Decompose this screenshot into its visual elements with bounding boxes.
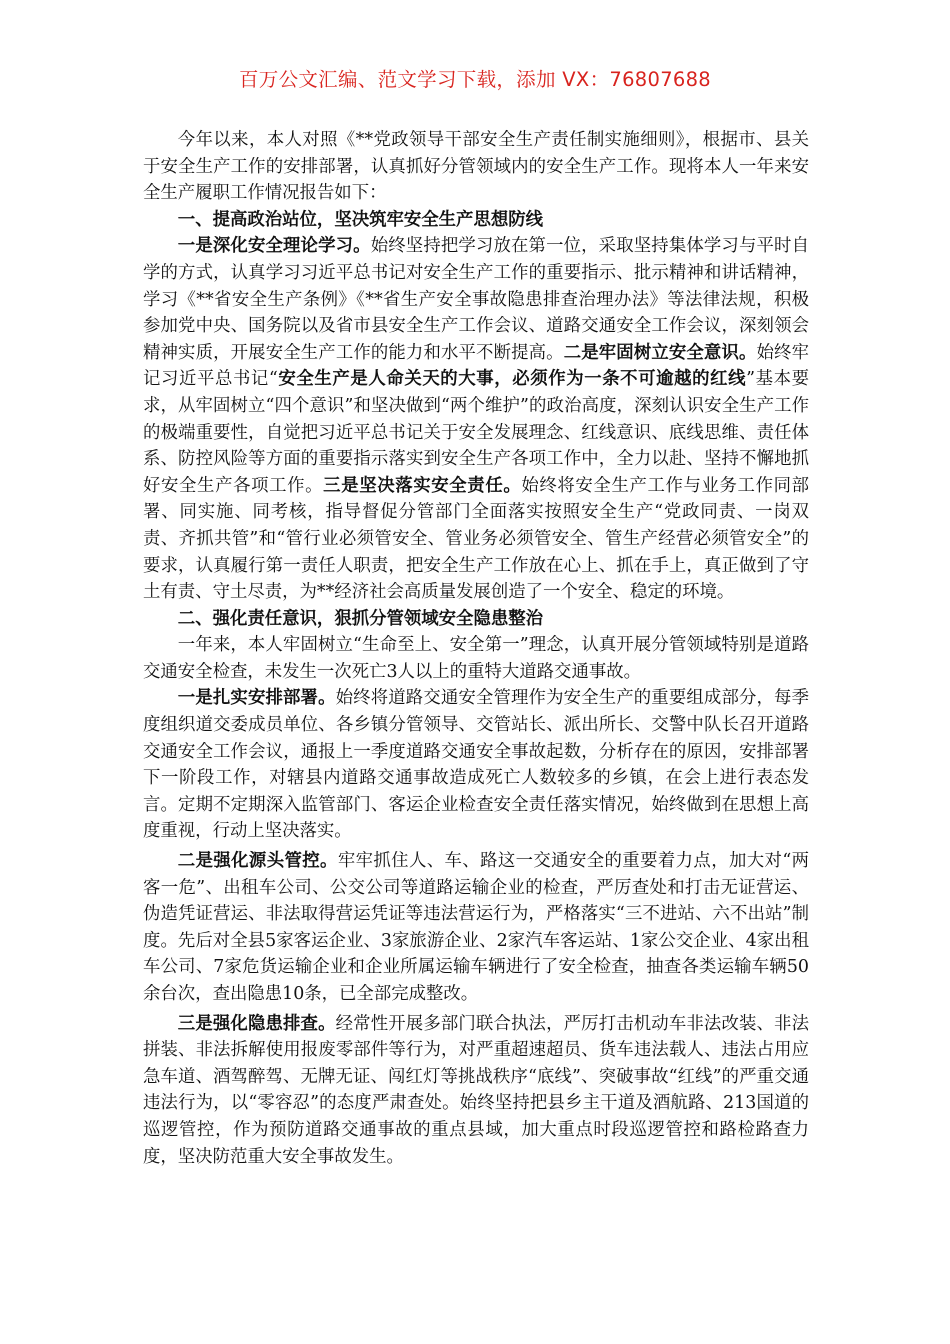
section-2-point-1	[143, 685, 809, 845]
point-text: 始终坚持把学习放在第一位，采取坚持集体学习与平时自学的方式，认真学习习近平总书记对安全生产工作的重要指示、批示精神和讲话精神，学习《**省安全生产条例》《**省生产安全事故隐患排查治理办法》等法律法规，积极参加党中央、国务院以及省市县安全生产工作会议、道路交通安全工作会议，深刻领会精神实质，开展安全生产工作的能力和水平不断提高。	[143, 236, 809, 363]
intro-paragraph: 今年以来，本人对照《**党政领导干部安全生产责任制实施细则》，根据市、县关于安全生产工作的安排部署，认真抓好分管领域内的安全生产工作。现将本人一年来安全生产履职工作情况报告如下：	[143, 130, 809, 204]
point-heading: 二是强化源头管控。	[177, 851, 338, 872]
point-text: 始终牢记习近平总书记“	[143, 342, 809, 390]
watermark-banner: 百万公文汇编、范文学习下载，添加 VX：76807688	[238, 68, 712, 91]
section-heading-2	[143, 606, 809, 633]
point-text: 牢牢抓住人、车、路这一交通安全的重要着力点，加大对“两客一危”、出租车公司、公交公司等道路运输企业的检查，严厉查处和打击无证营运、伪造凭证营运、非法取得营运凭证等违法营运行为，严格落实“三不进站、六不出站”制度。先后对全县5家客运企业、3家旅游企业、2家汽车客运站、1家公交企业、4家出租车公司、7家危货运输企业和企业所属运输车辆进行了安全检查，抽查各类运输车辆50余台次，查出隐患10条，已全部完成整改。	[143, 851, 809, 1004]
emphasis-quote: 安全生产是人命关天的大事，必须作为一条不可逾越的红线	[277, 369, 747, 390]
section-2-point-2	[143, 848, 809, 1008]
point-text: 始终将道路交通安全管理作为安全生产的重要组成部分，每季度组织道交委成员单位、各乡镇分管领导、交管站长、派出所长、交警中队长召开道路交通安全工作会议，通报上一季度道路交通安全事故起数，分析存在的原因，安排部署下一阶段工作，对辖县内道路交通事故造成死亡人数较多的乡镇，在会上进行表态发言。定期不定期深入监管部门、客运企业检查安全责任落实情况，始终做到在思想上高度重视，行动上坚决落实。	[143, 688, 809, 842]
section-2-intro: 一年来，本人牢固树立“生命至上、安全第一”理念，认真开展分管领域特别是道路交通安全检查，未发生一次死亡3人以上的重特大道路交通事故。	[143, 635, 809, 682]
point-text: ”基本要求，从牢固树立“四个意识”和坚决做到“两个维护”的政治高度，深刻认识安全生产工作的极端重要性，自觉把习近平总书记关于安全发展理念、红线意识、底线思维、责任体系、防控风险等方面的重要指示落实到安全生产各项工作中，全力以赴、坚持不懈地抓好安全生产各项工作。	[143, 369, 809, 496]
point-text: 经常性开展多部门联合执法，严厉打击机动车非法改装、非法拼装、非法拆解使用报废零部件等行为，对严重超速超员、货车违法载人、违法占用应急车道、酒驾醉驾、无牌无证、闯红灯等挑战秩序“底线”、突破事故“红线”的严重交通违法行为，以“零容忍”的态度严肃查处。始终坚持把县乡主干道及酒航路、213国道的巡逻管控，作为预防道路交通事故的重点县域，加大重点时段巡逻管控和路检路查力度，坚决防范重大安全事故发生。	[143, 1013, 809, 1167]
section-1-paragraph	[143, 233, 809, 605]
point-heading: 一是深化安全理论学习。	[177, 236, 371, 257]
point-heading: 三是强化隐患排查。	[177, 1013, 336, 1034]
point-text: 始终将安全生产工作与业务工作同部署、同实施、同考核，指导督促分管部门全面落实按照安全生产“党政同责、一岗双责、齐抓共管”和“管行业必须管安全、管业务必须管安全、管生产经营必须管安全”的要求，认真履行第一责任人职责，把安全生产工作放在心上、抓在手上，真正做到了守土有责、守土尽责，为**经济社会高质量发展创造了一个安全、稳定的环境。	[143, 475, 809, 603]
section-heading-1	[143, 207, 809, 234]
section-heading-1-text: 一、提高政治站位，坚决筑牢安全生产思想防线	[177, 209, 544, 230]
point-heading: 三是坚决落实安全责任。	[323, 475, 522, 496]
point-heading: 二是牢固树立安全意识。	[563, 342, 757, 363]
document-body	[143, 127, 809, 1170]
section-heading-2-text: 二、强化责任意识，狠抓分管领域安全隐患整治	[177, 608, 544, 629]
point-heading: 一是扎实安排部署。	[177, 688, 336, 709]
section-2-point-3	[143, 1011, 809, 1171]
